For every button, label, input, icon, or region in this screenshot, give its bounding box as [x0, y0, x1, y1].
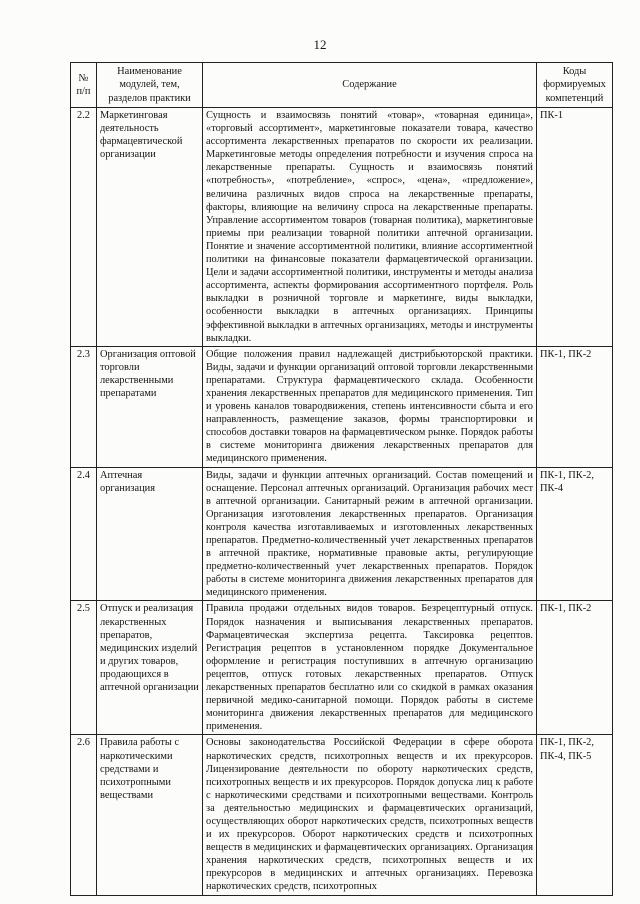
- table-row: [71, 346, 613, 467]
- row-competence-codes: ПК-1, ПК-2: [537, 346, 613, 467]
- header-content: Содержание: [203, 63, 537, 108]
- header-num: № п/п: [71, 63, 97, 108]
- row-competence-codes: ПК-1: [537, 108, 613, 347]
- row-number: 2.2: [71, 108, 97, 347]
- row-competence-codes: ПК-1, ПК-2, ПК-4: [537, 467, 613, 601]
- table-row: [71, 108, 613, 347]
- row-content: Виды, задачи и функции аптечных организаций. Состав помещений и оснащение. Персонал аптечных организаций. Организация рабочих мест в аптечной организации. Санитарный режим в аптечной организации. Организация изготовления лекарственных препаратов. Организация контроля качества изготавливаемых и изготовленных лекарственных препаратов. Предметно-количественный учет лекарственных препаратов в аптечной практике, нормативные правовые акты, регулирующие предметно-количественный учет лекарственных препаратов. Порядок работы в системе мониторинга движения лекарственных препаратов для медицинского применения.: [203, 467, 537, 601]
- row-module-name: Маркетинговая деятельность фармацевтической организации: [97, 108, 203, 347]
- row-number: 2.6: [71, 735, 97, 895]
- row-content: Основы законодательства Российской Федерации в сфере оборота наркотических средств, психотропных веществ и их прекурсоров. Лицензирование деятельности по обороту наркотических средств, психотропных веществ и их прекурсоров. Порядок допуска лиц к работе с наркотическими средствами и психотропными веществами. Контроль за деятельностью медицинских и фармацевтических организаций, осуществляющих оборот наркотических средств, психотропных веществ и их прекурсоров. Оборот наркотических средств и психотропных веществ в медицинских и фармацевтических организациях. Организация хранения наркотических средств, психотропных веществ и их прекурсоров в медицинских и аптечных организациях. Перевозка наркотических средств, психотропных: [203, 735, 537, 895]
- curriculum-table: [70, 62, 613, 896]
- table-header-row: [71, 63, 613, 108]
- row-content: Сущность и взаимосвязь понятий «товар», «товарная единица», «торговый ассортимент», маркетинговые показатели товара, качество ассортимента лекарственных препаратов по скорости их реализации. Маркетинговые методы определения потребности и изучения спроса на лекарственные препараты. Сущность и взаимосвязь понятий «потребность», «потребление», «спрос», «цена», «предложение», величина различных видов спроса на лекарственные препараты, факторы, влияющие на величину спроса на лекарственные препараты. Управление ассортиментом товаров (товарная политика), маркетинговые приемы при реализации товарной политики аптечной организации. Понятие и значение ассортиментной политики, влияние ассортиментной политики на финансовые показатели фармацевтической организации. Цели и задачи ассортиментной политики, инструменты и методы анализа ассортимента, аспекты формирования ассортиментного портфеля. Роль выкладки в розничной торговле и маркетинге, виды выкладки, особенности выкладки в аптечных организациях. Принципы эффективной выкладки в аптечных организациях, методы и инструменты выкладки.: [203, 108, 537, 347]
- row-module-name: Правила работы с наркотическими средствами и психотропными веществами: [97, 735, 203, 895]
- row-content: Правила продажи отдельных видов товаров. Безрецептурный отпуск. Порядок назначения и выписывания лекарственных препаратов. Фармацевтическая экспертиза рецепта. Таксировка рецептов. Регистрация рецептов в установленном порядке Документальное оформление и регистрация поступивших в аптечную организацию рецептов, отпуск готовых лекарственных препаратов. Отпуск лекарственных препаратов бесплатно или со скидкой в рамках оказания первичной медико-санитарной помощи. Порядок работы в системе мониторинга движения лекарственных препаратов для медицинского применения.: [203, 601, 537, 735]
- page-number: 12: [313, 37, 327, 52]
- row-module-name: Отпуск и реализация лекарственных препаратов, медицинских изделий и других товаров, продающихся в аптечной организации: [97, 601, 203, 735]
- row-module-name: Аптечная организация: [97, 467, 203, 601]
- row-module-name: Организация оптовой торговли лекарственными препаратами: [97, 346, 203, 467]
- header-codes: Коды формируемых компетенций: [537, 63, 613, 108]
- row-competence-codes: ПК-1, ПК-2, ПК-4, ПК-5: [537, 735, 613, 895]
- row-number: 2.5: [71, 601, 97, 735]
- header-name: Наименование модулей, тем, разделов практики: [97, 63, 203, 108]
- table-row: [71, 735, 613, 895]
- table-row: [71, 601, 613, 735]
- row-competence-codes: ПК-1, ПК-2: [537, 601, 613, 735]
- table-row: [71, 467, 613, 601]
- row-content: Общие положения правил надлежащей дистрибьюторской практики. Виды, задачи и функции организаций оптовой торговли лекарственными препаратами. Структура фармацевтического склада. Особенности хранения лекарственных препаратов для медицинского применения. Тип и уровень каналов товародвижения, степень интенсивности сбыта и его направленность, размещение заказов, формы транспортировки и способов доставки товаров на фармацевтическом рынке. Порядок работы в системе мониторинга движения лекарственных препаратов для медицинского применения.: [203, 346, 537, 467]
- row-number: 2.4: [71, 467, 97, 601]
- row-number: 2.3: [71, 346, 97, 467]
